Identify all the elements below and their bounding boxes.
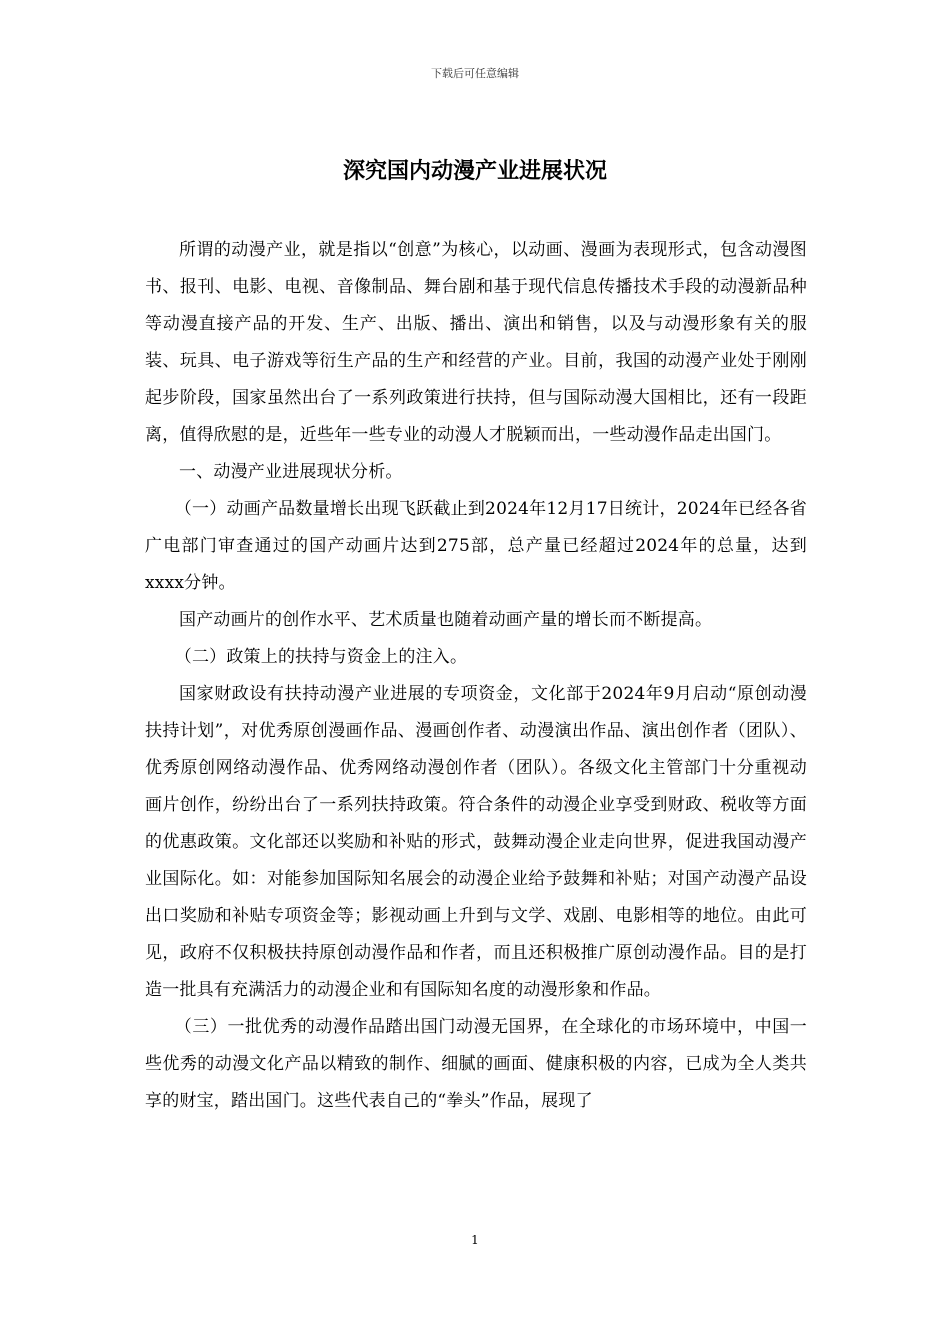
subsection-3: （三）一批优秀的动漫作品踏出国门动漫无国界，在全球化的市场环境中，中国一些优秀的动漫文化产品以精致的制作、细腻的画面、健康积极的内容，已成为全人类共享的财宝，踏出国门。这些代表自己的“拳头”作品，展现了 xyxy=(145,1017,807,1111)
page-number: 1 xyxy=(471,1233,479,1247)
paragraph-policy: 国家财政设有扶持动漫产业进展的专项资金，文化部于2024年9月启动“原创动漫扶持计划”，对优秀原创漫画作品、漫画创作者、动漫演出作品、演出创作者（团队）、优秀原创网络动漫作品、优秀网络动漫创作者（团队）。各级文化主管部门十分重视动画片创作，纷纷出台了一系列扶持政策。符合条件的动漫企业享受到财政、税收等方面的优惠政策。文化部还以奖励和补贴的形式，鼓舞动漫企业走向世界，促进我国动漫产业国际化。如：对能参加国际知名展会的动漫企业给予鼓舞和补贴；对国产动漫产品设出口奖励和补贴专项资金等；影视动画上升到与文学、戏剧、电影相等的地位。由此可见，政府不仅积极扶持原创动漫作品和作者，而且还积极推广原创动漫作品。目的是打造一批具有充满活力的动漫企业和有国际知名度的动漫形象和作品。 xyxy=(145,684,807,1000)
page-header-note: 下载后可任意编辑 xyxy=(431,67,519,80)
subsection-1: （一）动画产品数量增长出现飞跃截止到2024年12月17日统计，2024年已经各省广电部门审查通过的国产动画片达到275部，总产量已经超过2024年的总量，达到xxxx分钟。 xyxy=(145,499,807,593)
document-title: 深究国内动漫产业进展状况 xyxy=(342,159,607,184)
section-heading-1: 一、动漫产业进展现状分析。 xyxy=(179,462,403,482)
document-body xyxy=(145,232,807,1120)
paragraph-intro: 所谓的动漫产业，就是指以“创意”为核心，以动画、漫画为表现形式，包含动漫图书、报刊、电影、电视、音像制品、舞台剧和基于现代信息传播技术手段的动漫新品种等动漫直接产品的开发、生产、出版、播出、演出和销售，以及与动漫形象有关的服装、玩具、电子游戏等衍生产品的生产和经营的产业。目前，我国的动漫产业处于刚刚起步阶段，国家虽然出台了一系列政策进行扶持，但与国际动漫大国相比，还有一段距离，值得欣慰的是，近些年一些专业的动漫人才脱颖而出，一些动漫作品走出国门。 xyxy=(145,240,807,445)
subsection-2: （二）政策上的扶持与资金上的注入。 xyxy=(174,647,468,667)
paragraph-quality: 国产动画片的创作水平、艺术质量也随着动画产量的增长而不断提高。 xyxy=(179,610,713,630)
